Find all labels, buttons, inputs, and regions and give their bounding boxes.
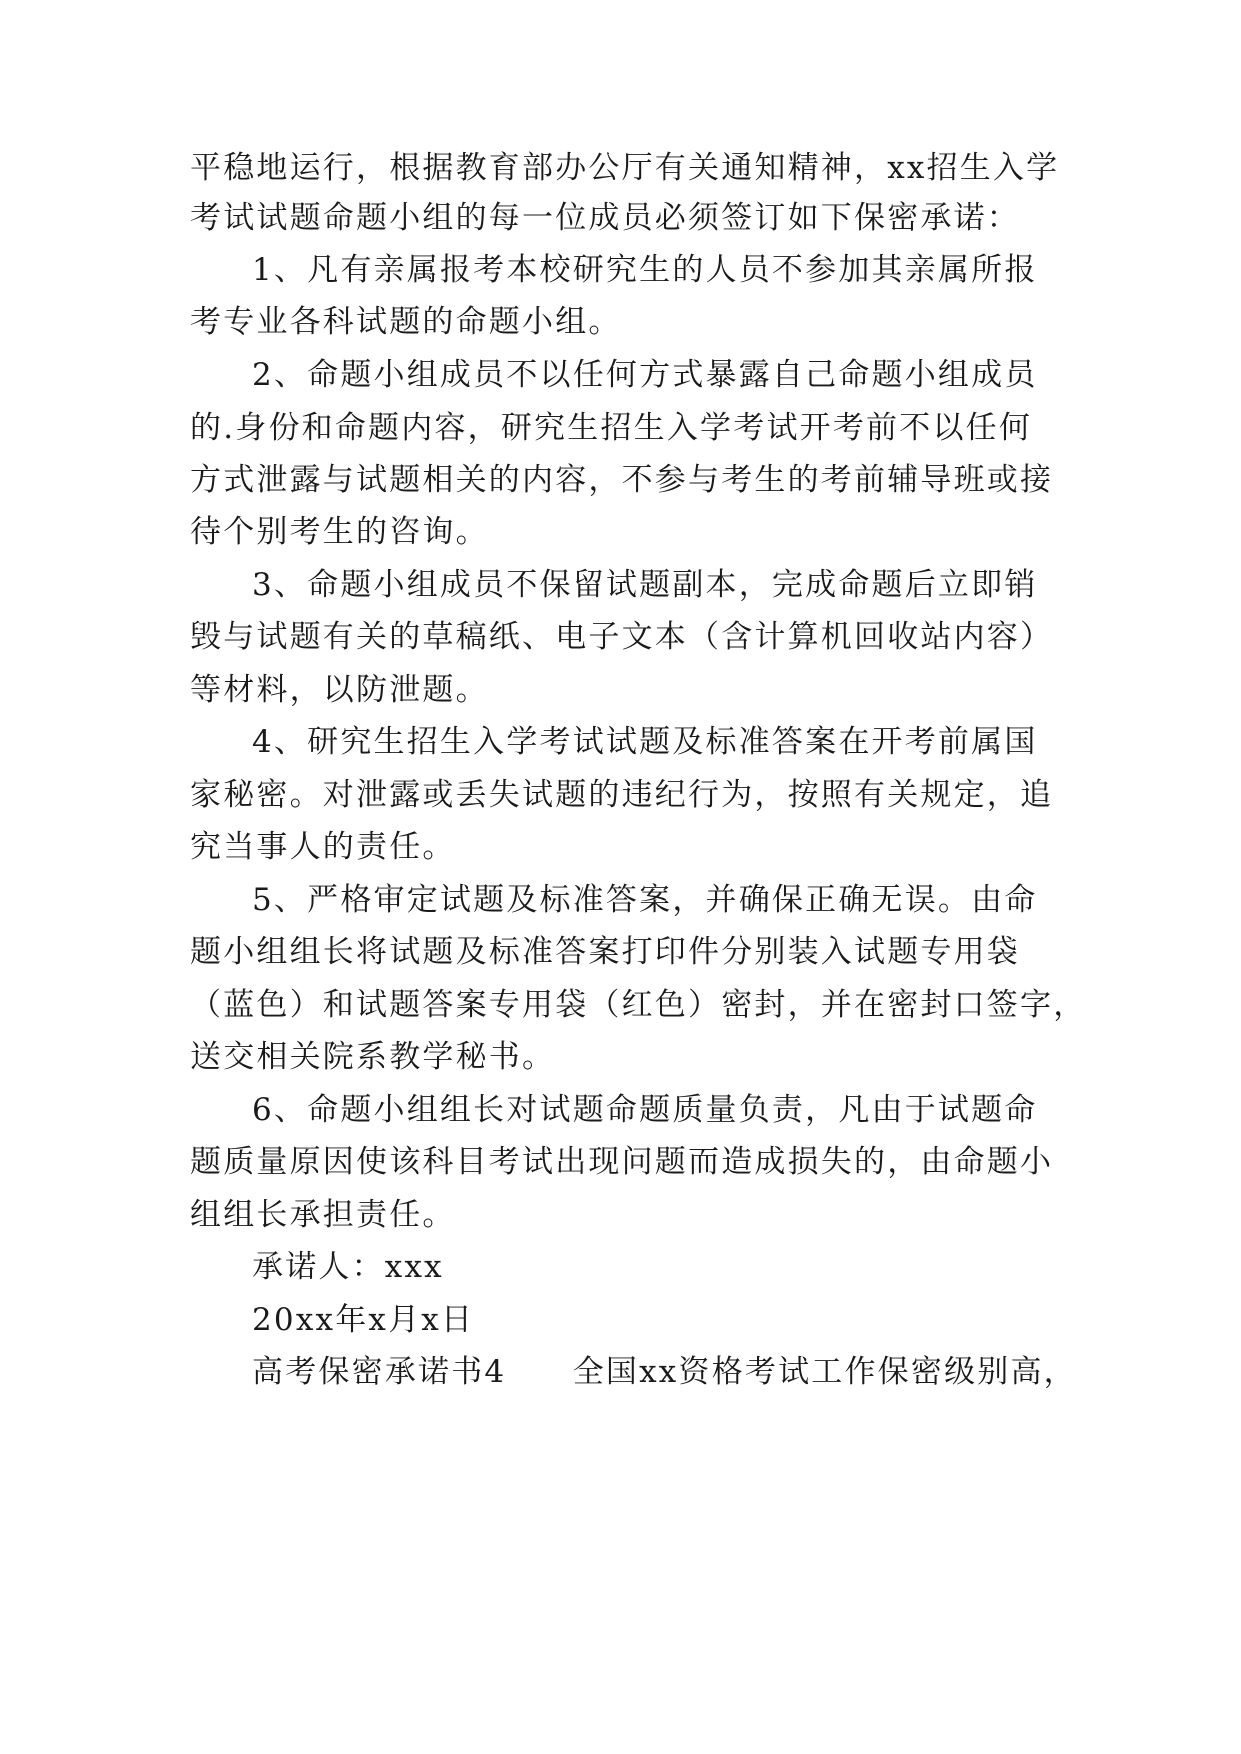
paragraph-line: 考试试题命题小组的每一位成员必须签订如下保密承诺：	[190, 200, 1020, 236]
clause-6-line: 题质量原因使该科目考试出现问题而造成损失的，由命题小	[190, 1144, 1054, 1180]
clause-2-line: 方式泄露与试题相关的内容，不参与考生的考前辅导班或接	[190, 462, 1054, 498]
clause-3-line: 毁与试题有关的草稿纸、电子文本（含计算机回收站内容）	[190, 619, 1054, 655]
clause-3-line: 3、命题小组成员不保留试题副本，完成命题后立即销	[252, 567, 1038, 603]
clause-5-line: 题小组组长将试题及标准答案打印件分别装入试题专用袋	[190, 934, 1020, 970]
clause-2-line: 2、命题小组成员不以任何方式暴露自己命题小组成员	[252, 357, 1038, 393]
clause-4-line: 4、研究生招生入学考试试题及标准答案在开考前属国	[252, 724, 1038, 760]
paragraph-line: 平稳地运行，根据教育部办公厅有关通知精神，xx招生入学	[190, 150, 1060, 186]
clause-4-line: 家秘密。对泄露或丢失试题的违纪行为，按照有关规定，追	[190, 777, 1054, 813]
clause-5-line: 5、严格审定试题及标准答案，并确保正确无误。由命	[252, 882, 1038, 918]
clause-4-line: 究当事人的责任。	[190, 829, 456, 865]
clause-1-line: 考专业各科试题的命题小组。	[190, 304, 622, 340]
clause-1-line: 1、凡有亲属报考本校研究生的人员不参加其亲属所报	[252, 252, 1038, 288]
clause-6-line: 6、命题小组组长对试题命题质量负责，凡由于试题命	[252, 1092, 1038, 1128]
clause-6-line: 组组长承担责任。	[190, 1197, 456, 1233]
clause-2-line: 的.身份和命题内容，研究生招生入学考试开考前不以任何	[190, 410, 1033, 446]
signatory-line: 承诺人：xxx	[252, 1249, 444, 1285]
clause-5-line: 送交相关院系教学秘书。	[190, 1039, 556, 1075]
clause-3-line: 等材料，以防泄题。	[190, 672, 489, 708]
date-line: 20xx年x月x日	[252, 1302, 475, 1338]
clause-2-line: 待个别考生的咨询。	[190, 514, 489, 550]
clause-5-line: （蓝色）和试题答案专用袋（红色）密封，并在密封口签字，	[190, 987, 1087, 1023]
next-section-line: 高考保密承诺书4 全国xx资格考试工作保密级别高，	[252, 1354, 1077, 1390]
